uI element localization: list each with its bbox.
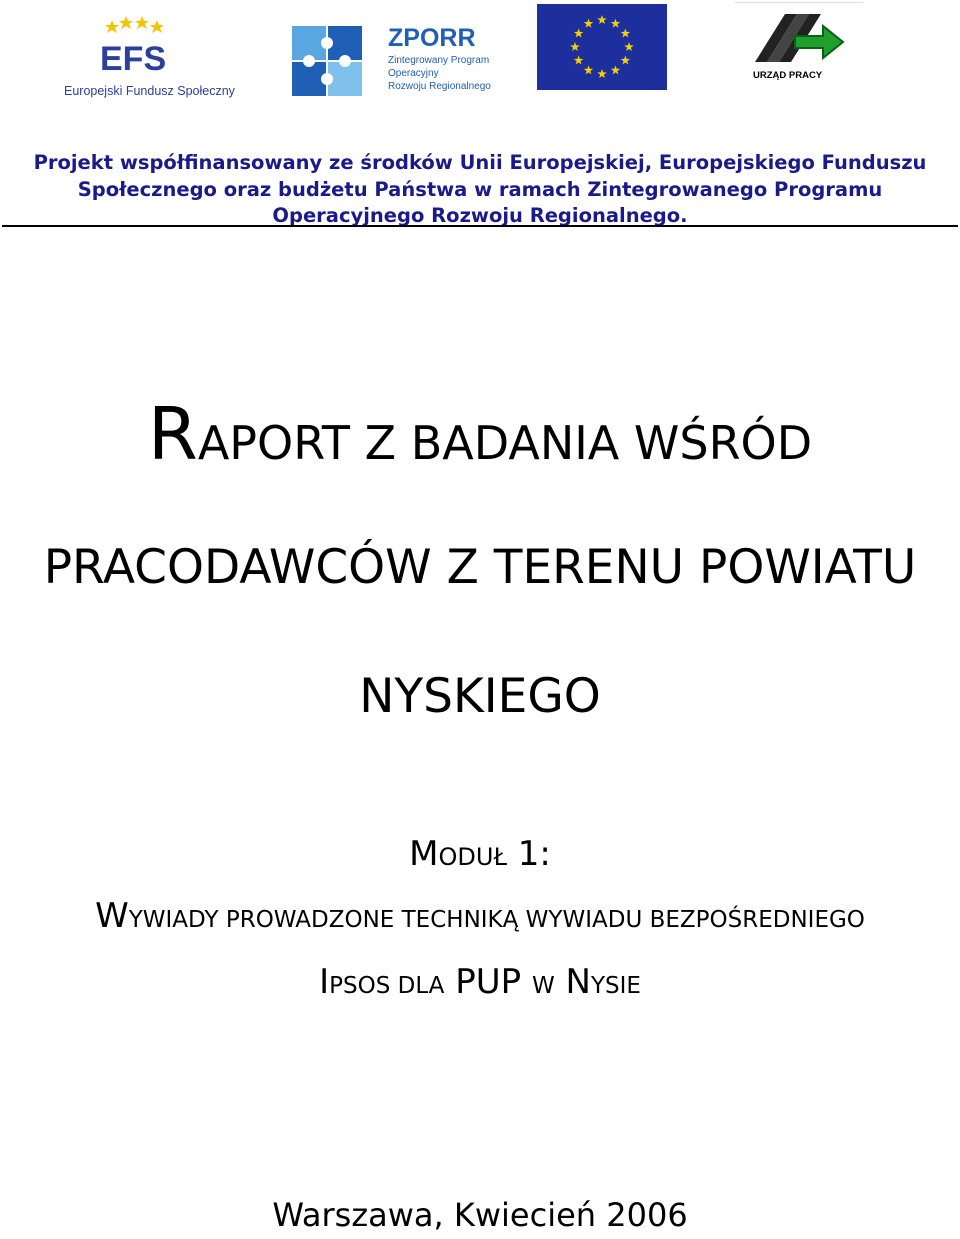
header-line-2: Społecznego oraz budżetu Państwa w ramach Zintegrowanego Programu bbox=[77, 177, 883, 201]
zporr-label: ZPORR bbox=[388, 24, 476, 52]
author-line bbox=[0, 962, 960, 1002]
urzad-pracy-logo bbox=[735, 2, 865, 92]
cofinancing-statement bbox=[0, 150, 960, 230]
author-initial: I bbox=[319, 962, 330, 1002]
author-pup: PUP bbox=[455, 962, 522, 1002]
author-rest-2: YSIE bbox=[590, 973, 641, 999]
efs-label: EFS bbox=[100, 40, 167, 74]
author-n-initial: N bbox=[565, 962, 591, 1002]
eu-flag-icon bbox=[537, 4, 667, 90]
place-and-date: Warszawa, Kwiecień 2006 bbox=[272, 1196, 688, 1234]
header-line-3: Operacyjnego Rozwoju Regionalnego. bbox=[272, 204, 688, 227]
zporr-line-1: Zintegrowany Program bbox=[388, 55, 490, 66]
logo-bar bbox=[0, 0, 960, 110]
zporr-line-3: Rozwoju Regionalnego bbox=[388, 81, 491, 92]
title-line-1-text: APORT Z BADANIA WŚRÓD bbox=[197, 416, 813, 470]
module-subtitle bbox=[0, 896, 960, 936]
module-rest: ODUŁ bbox=[438, 843, 507, 871]
module-heading bbox=[0, 834, 960, 874]
report-title-line-3: NYSKIEGO bbox=[359, 669, 601, 724]
subtitle-rest: YWIADY PROWADZONE TECHNIKĄ WYWIADU BEZPOŚREDNIEGO bbox=[128, 907, 865, 933]
efs-caption: Europejski Fundusz Społeczny bbox=[64, 84, 235, 98]
module-number: 1: bbox=[517, 834, 551, 874]
zporr-line-2: Operacyjny bbox=[388, 68, 439, 79]
eu-flag-logo bbox=[537, 4, 667, 90]
puzzle-icon bbox=[288, 20, 368, 100]
zporr-logo bbox=[288, 20, 491, 100]
report-title-line-2: PRACODAWCÓW Z TERENU POWIATU bbox=[43, 540, 917, 595]
efs-stars-icon bbox=[62, 14, 222, 74]
subtitle-initial: W bbox=[95, 896, 129, 936]
author-rest-1: PSOS DLA bbox=[329, 973, 445, 999]
title-initial: R bbox=[147, 392, 198, 476]
urzad-arrow-icon bbox=[735, 2, 865, 72]
header-line-1: Projekt współfinansowany ze środków Unii Europejskiej, Europejskiego Funduszu bbox=[33, 151, 927, 174]
module-initial: M bbox=[409, 834, 439, 874]
efs-logo bbox=[62, 14, 235, 102]
urzad-pracy-caption: URZĄD PRACY bbox=[753, 70, 823, 81]
report-title-line-1 bbox=[0, 392, 960, 476]
header-divider bbox=[2, 225, 958, 227]
author-w: W bbox=[531, 973, 555, 999]
